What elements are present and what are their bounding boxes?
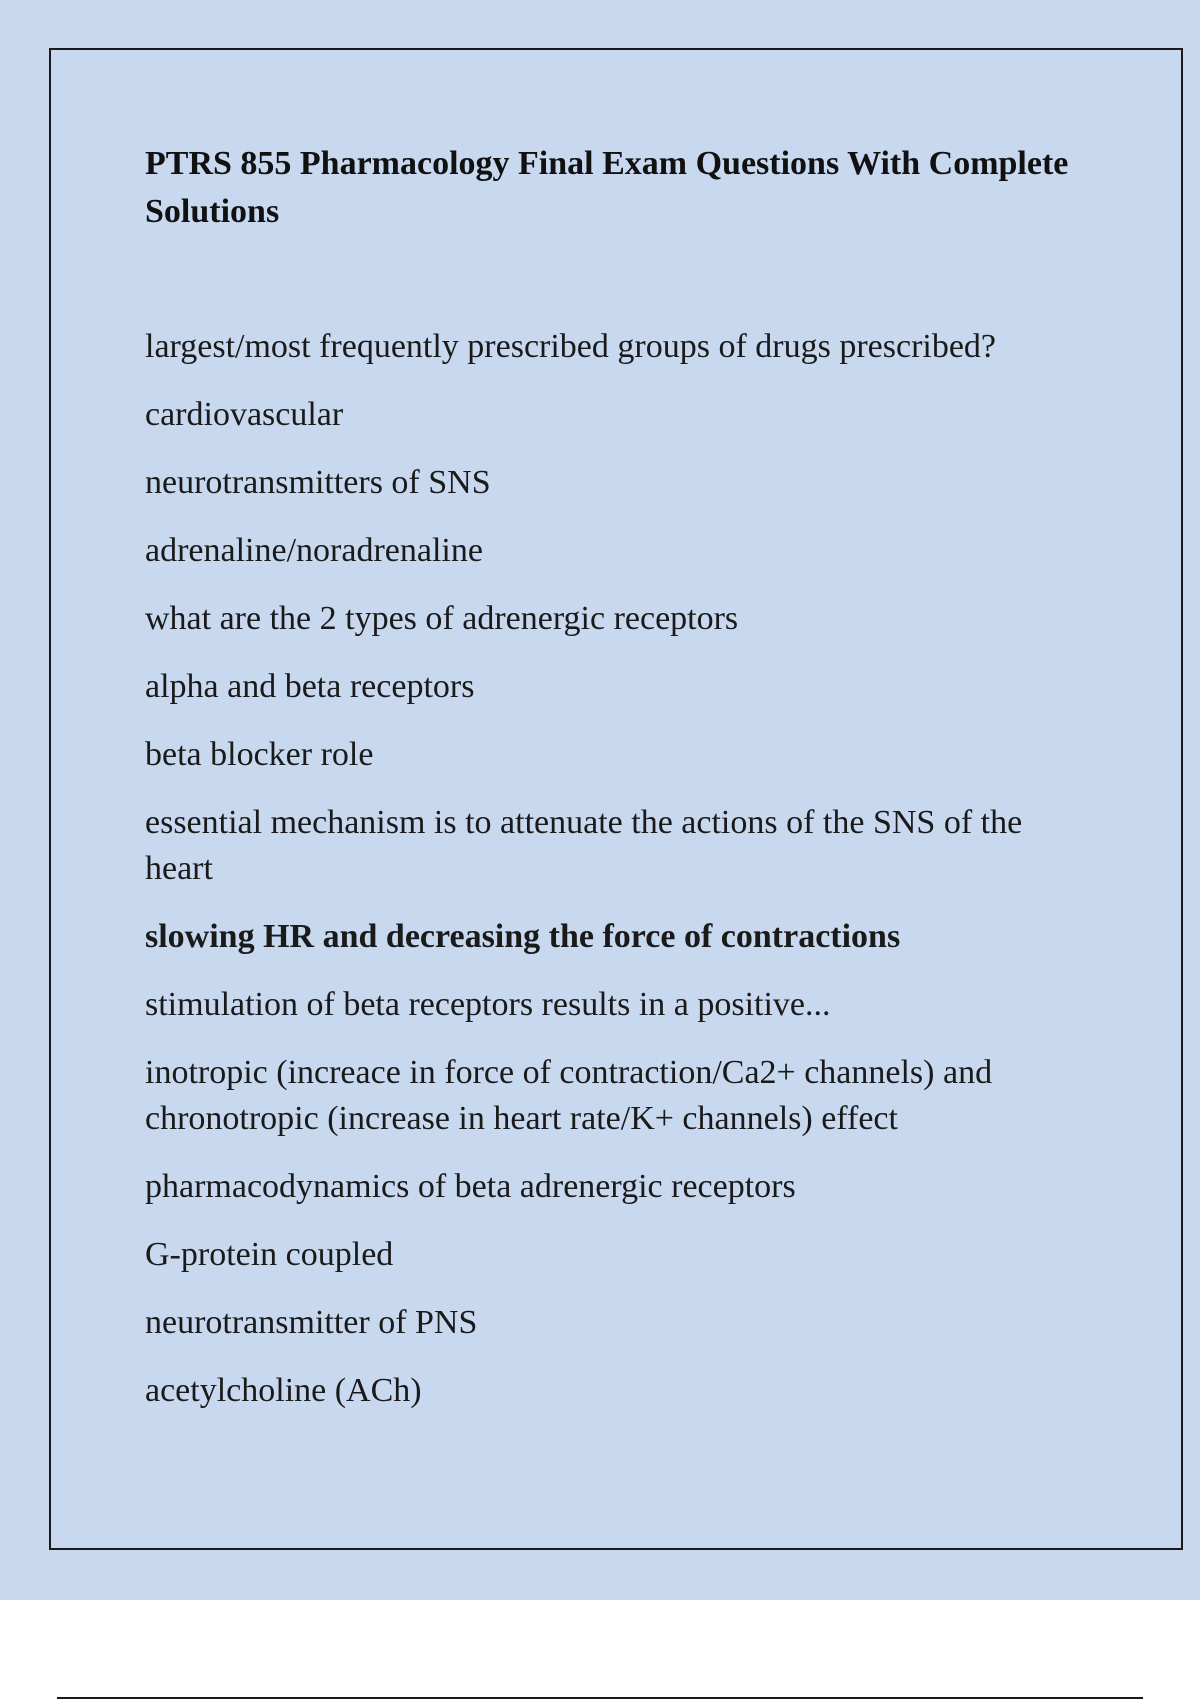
question-line: what are the 2 types of adrenergic receptors	[145, 600, 739, 637]
qa-list	[145, 324, 1095, 1414]
footer-divider	[57, 1697, 1143, 1699]
question-line: neurotransmitters of SNS	[145, 464, 491, 501]
question-line: beta blocker role	[145, 736, 374, 773]
answer-line: inotropic (increace in force of contraction/Ca2+ channels) and chronotropic (increase in heart rate/K+ channels) effect	[145, 1054, 993, 1137]
answer-line: adrenaline/noradrenaline	[145, 532, 483, 569]
question-line: stimulation of beta receptors results in a positive...	[145, 986, 831, 1023]
answer-line: alpha and beta receptors	[145, 668, 475, 705]
answer-line: acetylcholine (ACh)	[145, 1372, 422, 1409]
answer-line-emphasis: slowing HR and decreasing the force of contractions	[145, 918, 901, 955]
question-line: neurotransmitter of PNS	[145, 1304, 478, 1341]
answer-line: essential mechanism is to attenuate the actions of the SNS of the heart	[145, 804, 1023, 887]
question-line: largest/most frequently prescribed groups of drugs prescribed?	[145, 328, 997, 365]
answer-line: cardiovascular	[145, 396, 344, 433]
document-content	[145, 140, 1095, 1436]
answer-line: G-protein coupled	[145, 1236, 394, 1273]
document-title: PTRS 855 Pharmacology Final Exam Questions With Complete Solutions	[145, 145, 1069, 230]
question-line: pharmacodynamics of beta adrenergic receptors	[145, 1168, 796, 1205]
